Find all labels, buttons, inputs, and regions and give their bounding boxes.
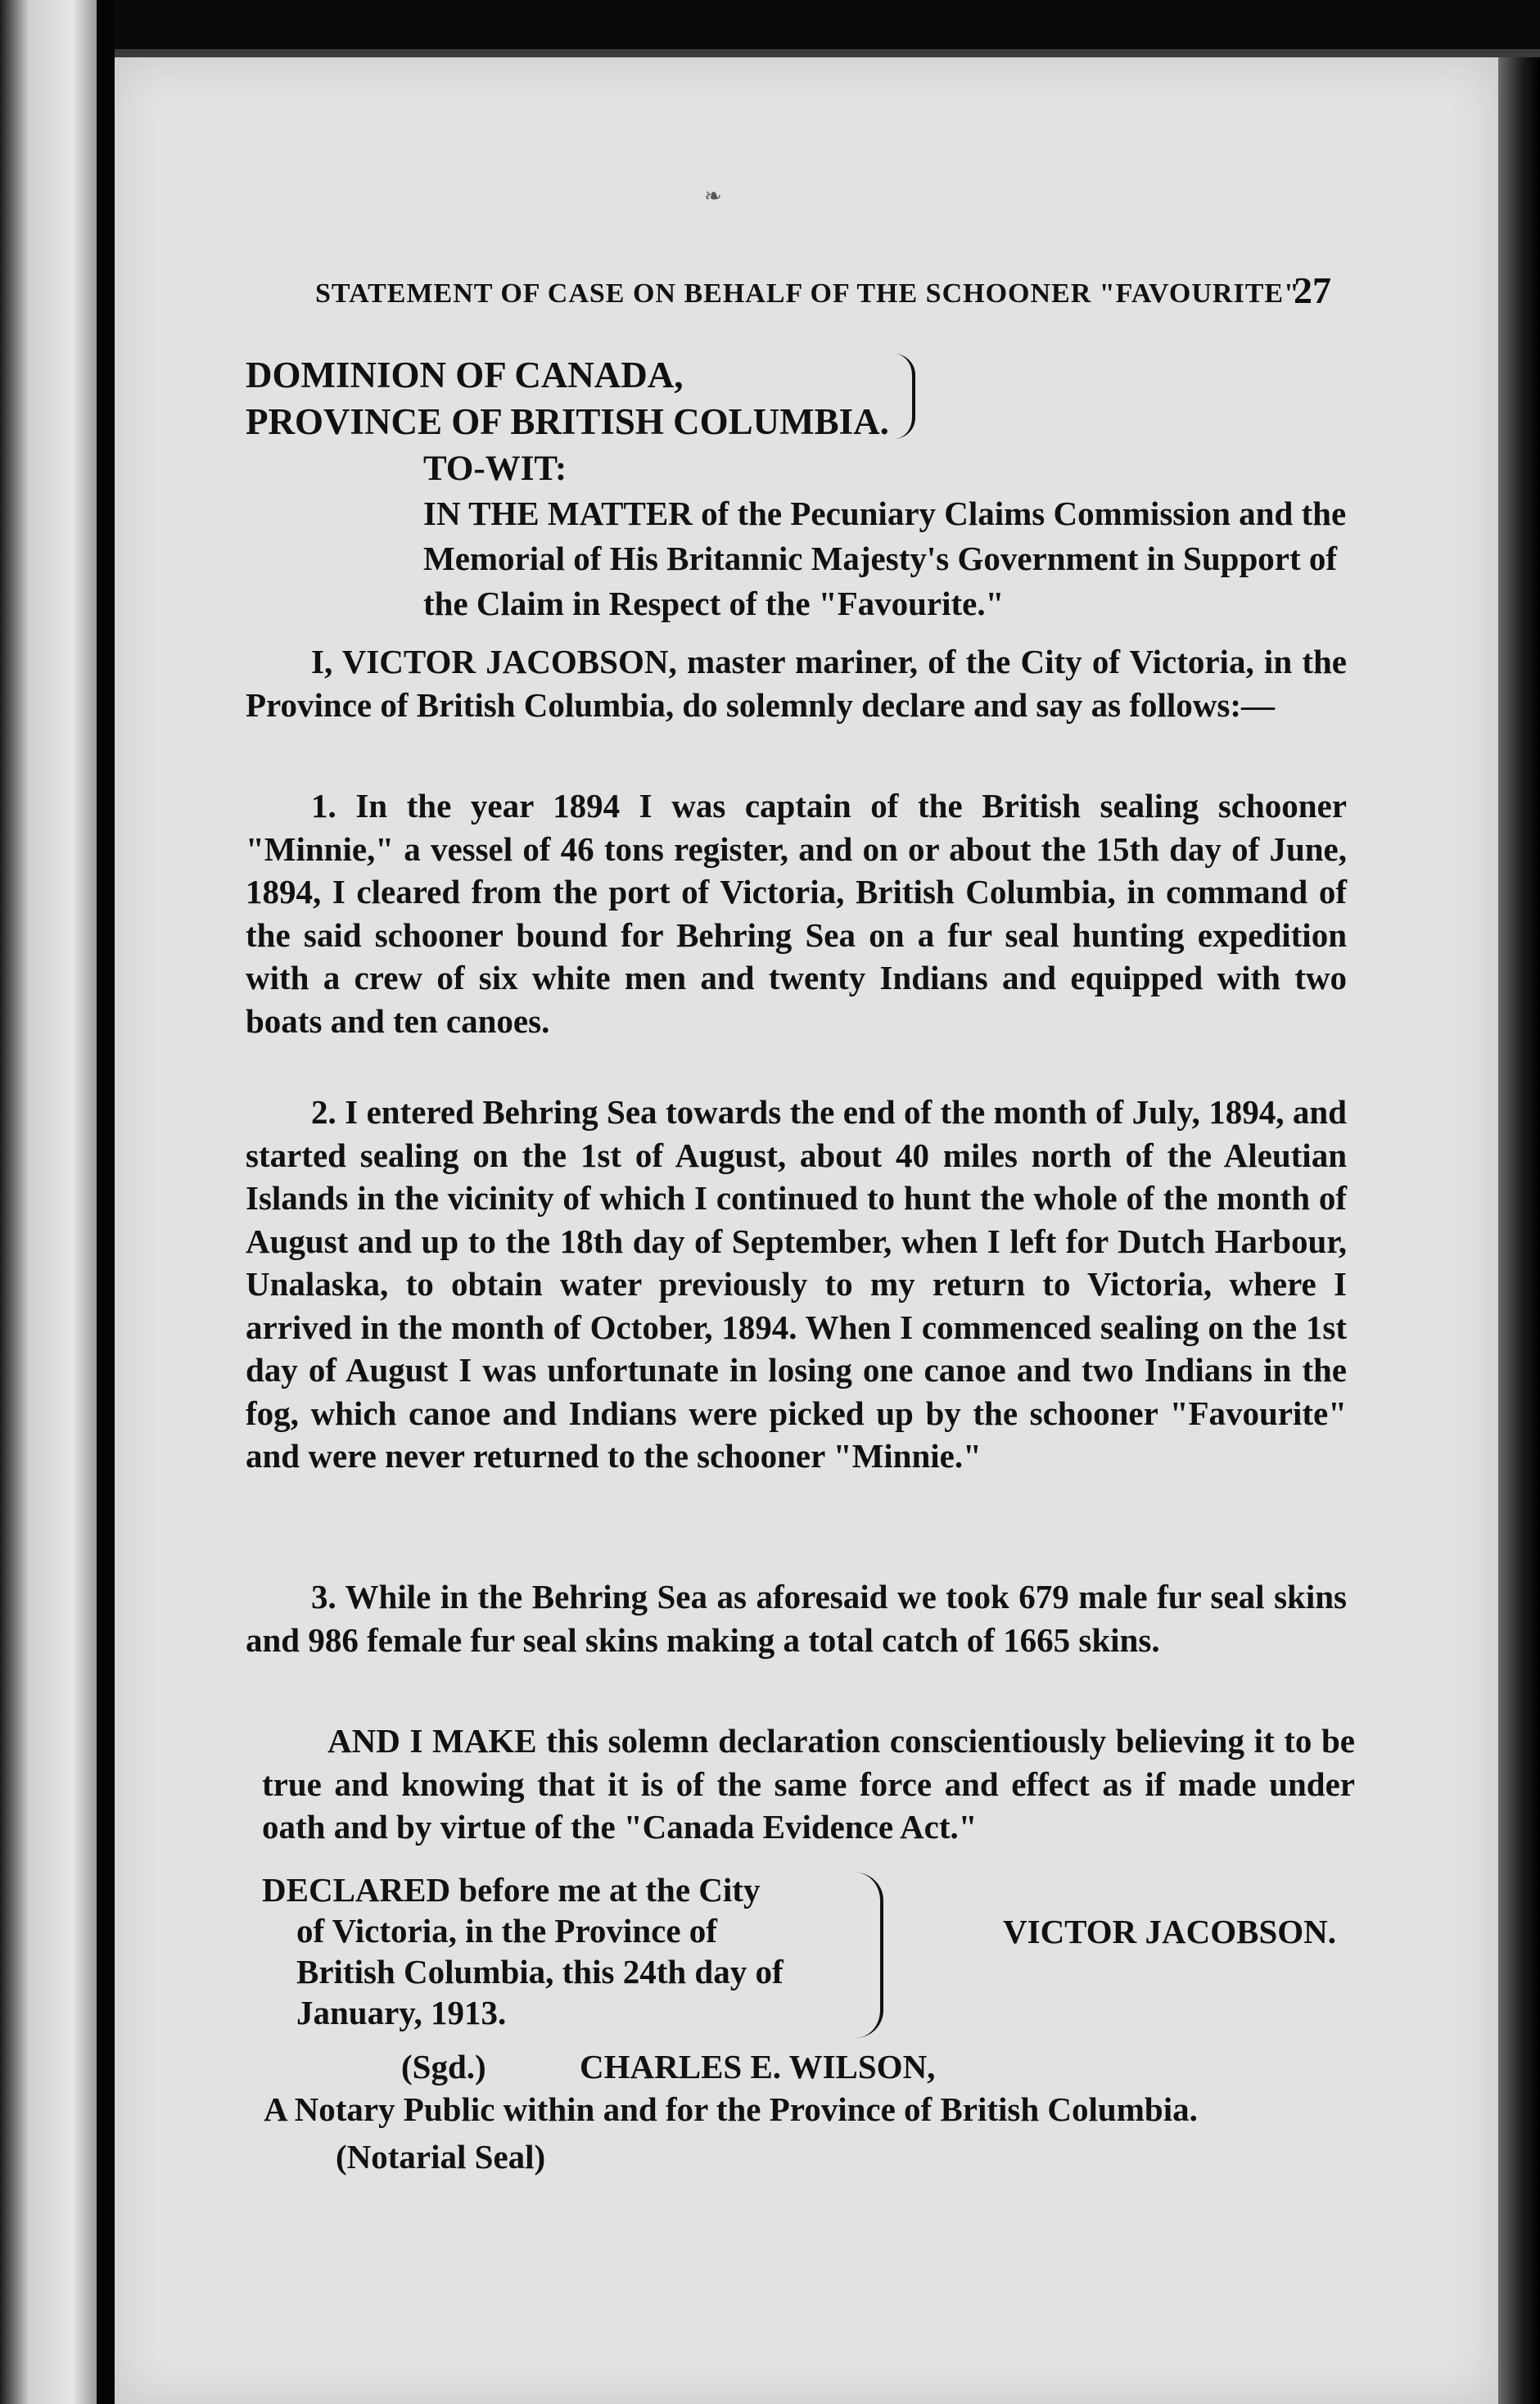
venue-brace (894, 354, 915, 439)
notarial-seal-label: (Notarial Seal) (336, 2138, 546, 2176)
signed-label: (Sgd.) (401, 2048, 486, 2085)
venue-block (246, 352, 889, 445)
page-number: 27 (1294, 269, 1331, 311)
jurat-line-3: British Columbia, this 24th day of (296, 1953, 784, 1991)
page-right-edge (1498, 57, 1540, 2404)
running-head: STATEMENT OF CASE ON BEHALF OF THE SCHOONER "FAVOURITE" (315, 278, 1300, 309)
notary-title: A Notary Public within and for the Province of British Columbia. (264, 2090, 1198, 2128)
jurat-block (262, 1869, 835, 2033)
adjacent-page-edge (0, 0, 97, 2404)
book-gutter (97, 0, 115, 2404)
paragraph-3: 3. While in the Behring Sea as aforesaid we took 679 male fur seal skins and 986 female fur seal skins making a total catch of 1665 skins. (246, 1578, 1347, 1659)
declarant-intro-paragraph: I, VICTOR JACOBSON, master mariner, of the City of Victoria, in the Province of British Columbia, do solemnly declare and say as follows:— (246, 643, 1347, 724)
venue-line-dominion: DOMINION OF CANADA, (246, 355, 684, 395)
matter-heading: IN THE MATTER of the Pecuniary Claims Commission and the Memorial of His Britannic Majesty's Government in Support of the Claim in Respect of the "Favourite." (423, 495, 1347, 622)
paragraph-2: 2. I entered Behring Sea towards the end of the month of July, 1894, and started sealing on the 1st of August, about 40 miles north of the Aleutian Islands in the vicinity of which I continued to hunt the whole of the month of August and up to the 18th day of September, when I left for Dutch Harbour, Unalaska, to obtain water previously to my return to Victoria, where I arrived in the month of October, 1894. When I commenced sealing on the 1st day of August I was unfortunate in losing one canoe and two Indians in the fog, which canoe and Indians were picked up by the schooner "Favourite" and were never returned to the schooner "Minnie." (246, 1093, 1347, 1475)
jurat-line-4: January, 1913. (296, 1994, 507, 2031)
notary-name: CHARLES E. WILSON, (580, 2048, 936, 2085)
scan-speck-icon: ❧ (704, 184, 722, 208)
paragraph-1: 1. In the year 1894 I was captain of the British sealing schooner "Minnie," a vessel of 46 tons register, and on or about the 15th day of June, 1894, I cleared from the port of Victoria, British Columbia, in command of the said schooner bound for Behring Sea on a fur seal hunting expedition with a crew of six white men and twenty Indians and equipped with two boats and ten canoes. (246, 787, 1347, 1040)
jurat-brace (856, 1873, 883, 2038)
jurat-line-2: of Victoria, in the Province of (296, 1912, 717, 1950)
solemn-declaration-paragraph: AND I MAKE this solemn declaration conscientiously believing it to be true and knowing that it is of the same force and effect as if made under oath and by virtue of the "Canada Evidence Act." (262, 1722, 1355, 1846)
declarant-signature: VICTOR JACOBSON. (1003, 1913, 1337, 1950)
jurat-line-1: DECLARED before me at the City (262, 1871, 761, 1909)
to-wit-label: TO-WIT: (423, 450, 567, 488)
venue-line-province: PROVINCE OF BRITISH COLUMBIA. (246, 401, 889, 442)
